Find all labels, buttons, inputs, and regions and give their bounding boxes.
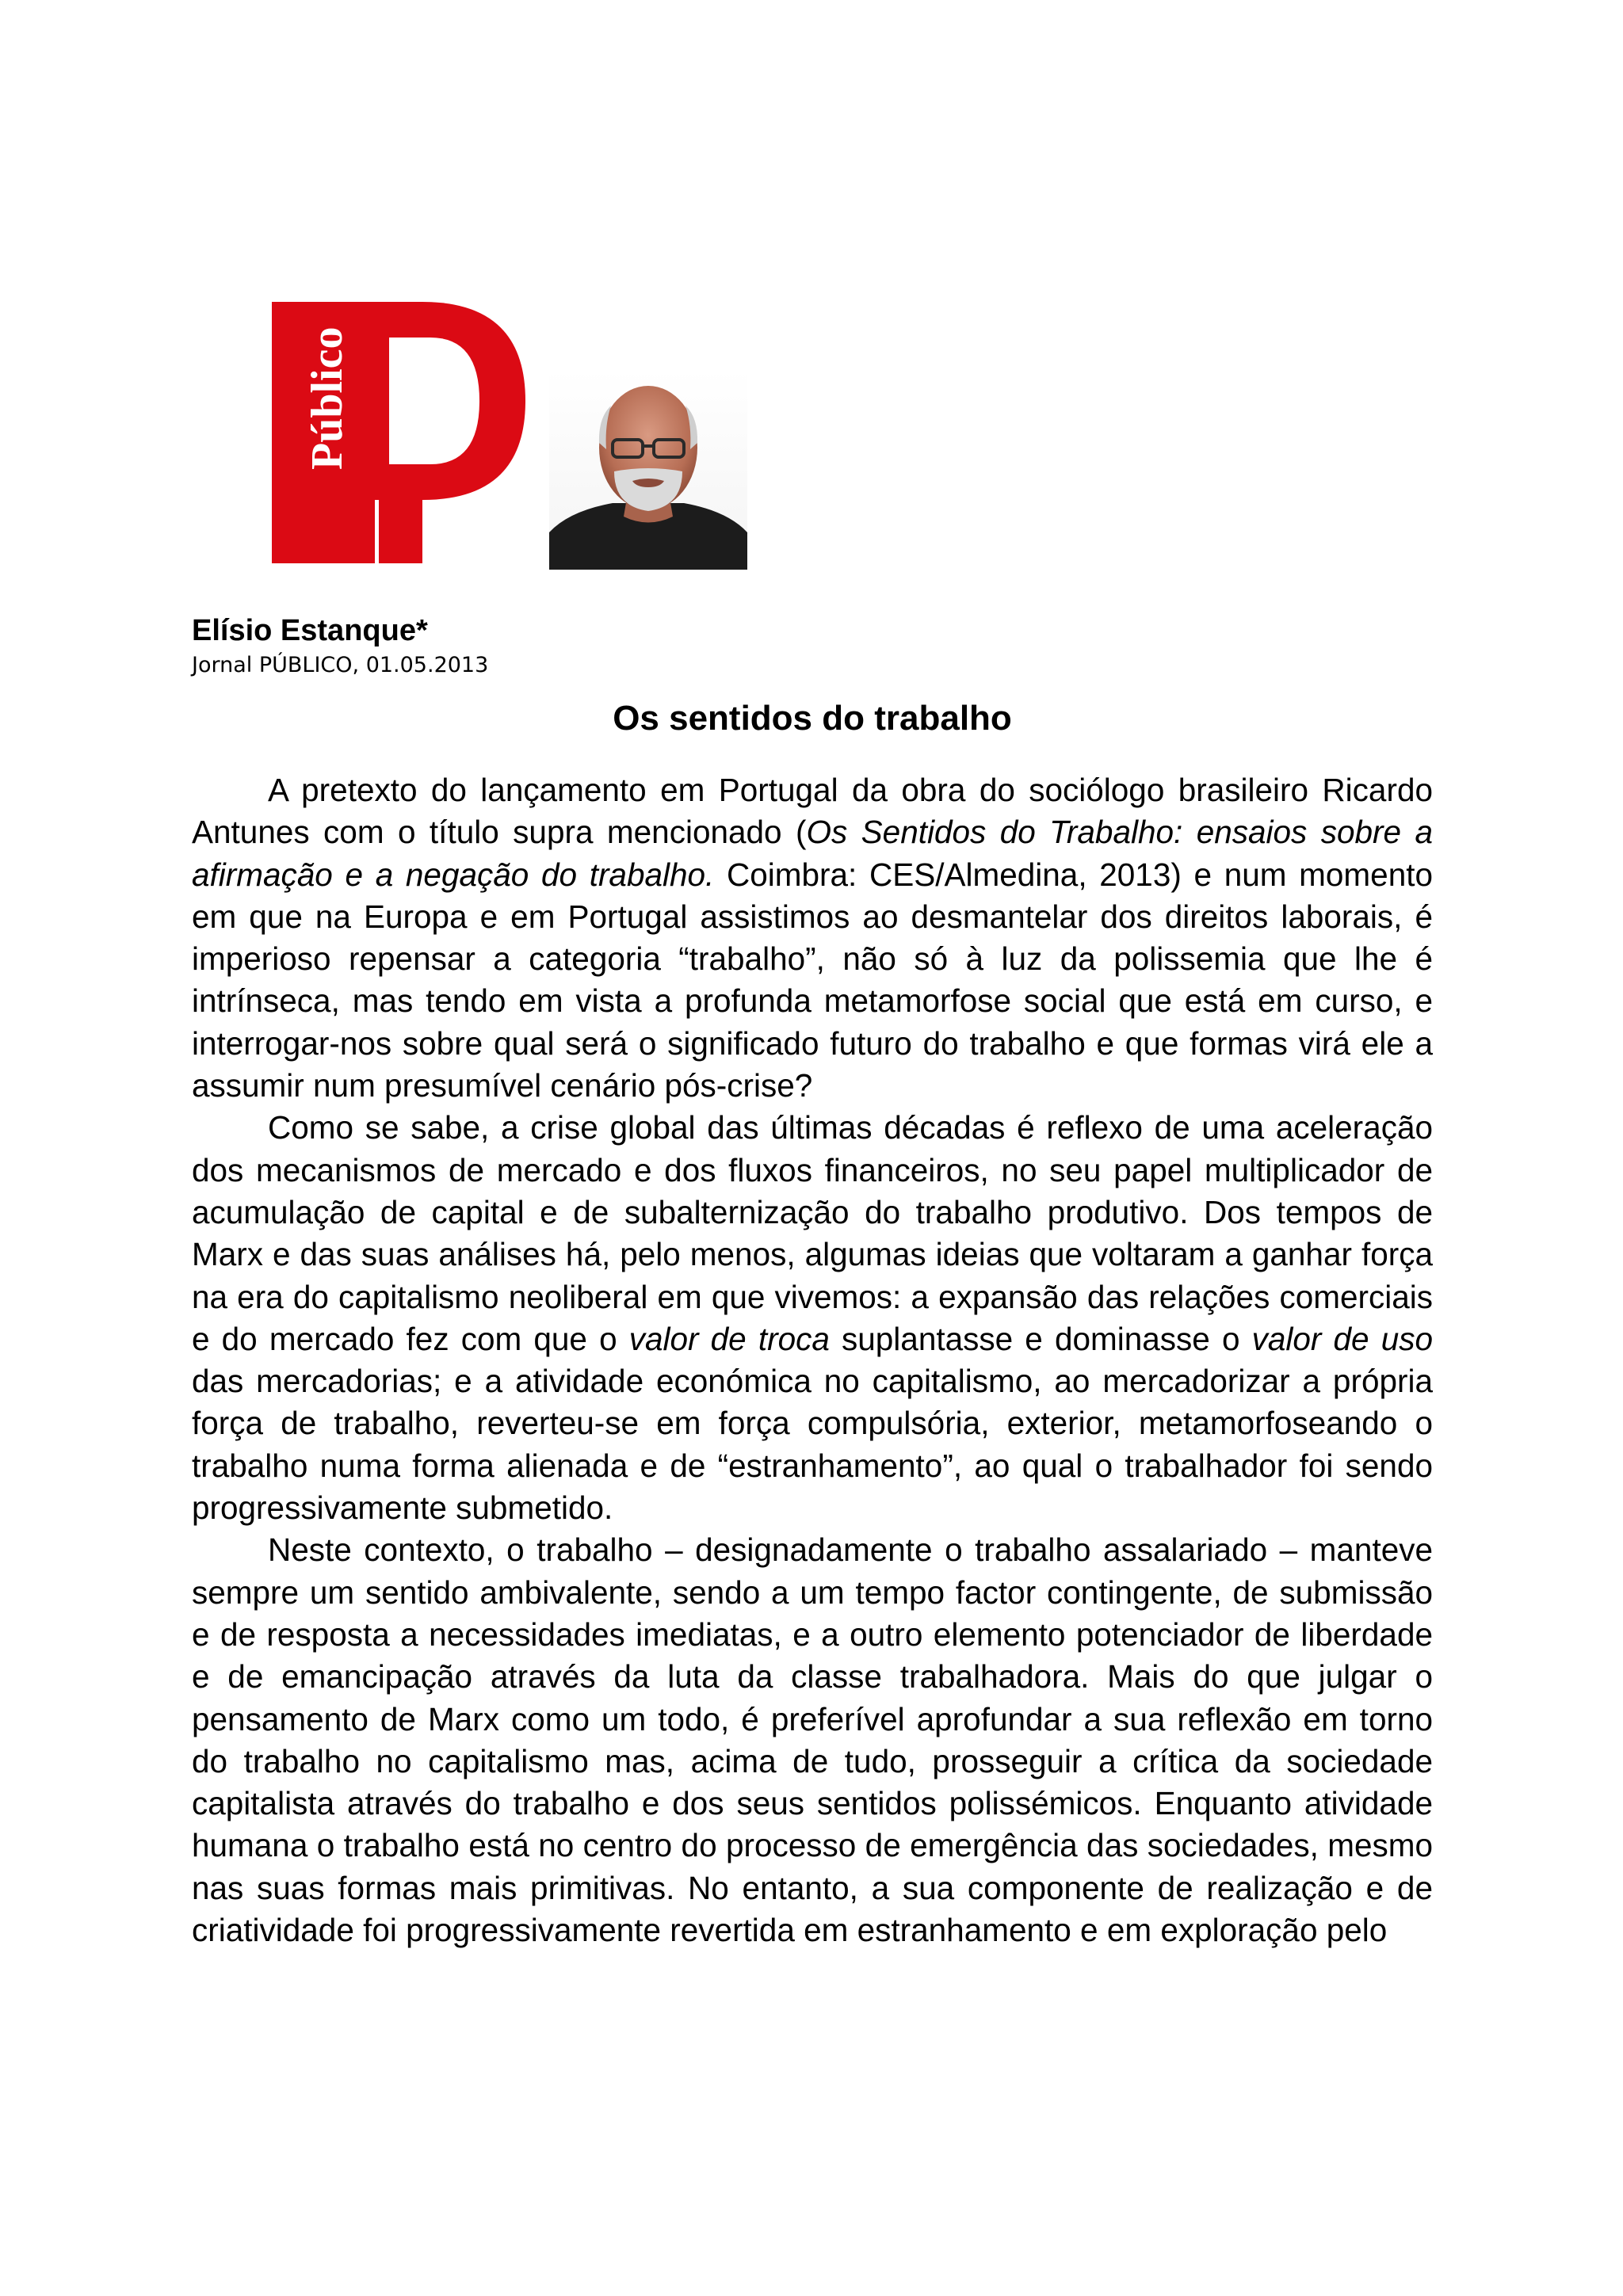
paragraph-1: A pretexto do lançamento em Portugal da obra do sociólogo brasileiro Ricardo Antunes com o título supra mencionado (Os Sentidos do Trabalho: ensaios sobre a afirmação e a negação do trabalho. Coimbra: CES/Almedina, 2013) e num momento em que na Europa e em Portugal assistimos ao desmantelar dos direitos laborais, é imperioso repensar a categoria “trabalho”, não só à luz da polissemia que lhe é intrínseca, mas tendo em vista a profunda metamorfose social que está em curso, e interrogar-nos sobre qual será o significado futuro do trabalho e que formas virá ele a assumir num presumível cenário pós-crise? bbox=[192, 772, 1433, 1104]
logo-wordmark: Público bbox=[303, 326, 352, 470]
publico-logo bbox=[272, 302, 525, 563]
paragraph-3: Neste contexto, o trabalho – designadamente o trabalho assalariado – manteve sempre um sentido ambivalente, sendo a um tempo factor contingente, de submissão e de resposta a necessidades imediatas, e a outro elemento potenciador de liberdade e de emancipação através da luta da classe trabalhadora. Mais do que julgar o pensamento de Marx como um todo, é preferível aprofundar a sua reflexão em torno do trabalho no capitalismo mas, acima de tudo, prosseguir a crítica da sociedade capitalista através do trabalho e dos seus sentidos polissémicos. Enquanto atividade humana o trabalho está no centro do processo de emergência das sociedades, mesmo nas suas formas mais primitivas. No entanto, a sua componente de realização e de criatividade foi progressivamente revertida em estranhamento e em exploração pelo bbox=[192, 1531, 1433, 1949]
article-body bbox=[192, 769, 1433, 1951]
paragraph-2: Como se sabe, a crise global das últimas décadas é reflexo de uma aceleração dos mecanismos de mercado e dos fluxos financeiros, no seu papel multiplicador de acumulação de capital e de subalternização do trabalho produtivo. Dos tempos de Marx e das suas análises há, pelo menos, algumas ideias que voltaram a ganhar força na era do capitalismo neoliberal em que vivemos: a expansão das relações comerciais e do mercado fez com que o valor de troca suplantasse e dominasse o valor de uso das mercadorias; e a atividade económica no capitalismo, ao mercadorizar a própria força de trabalho, reverteu-se em força compulsória, exterior, metamorfoseando o trabalho numa forma alienada e de “estranhamento”, ao qual o trabalhador foi sendo progressivamente submetido. bbox=[192, 1109, 1434, 1527]
author-name: Elísio Estanque* bbox=[192, 614, 428, 647]
article-title: Os sentidos do trabalho bbox=[613, 699, 1012, 738]
publication-source: Jornal PÚBLICO, 01.05.2013 bbox=[192, 653, 489, 677]
author-photo bbox=[549, 370, 747, 570]
